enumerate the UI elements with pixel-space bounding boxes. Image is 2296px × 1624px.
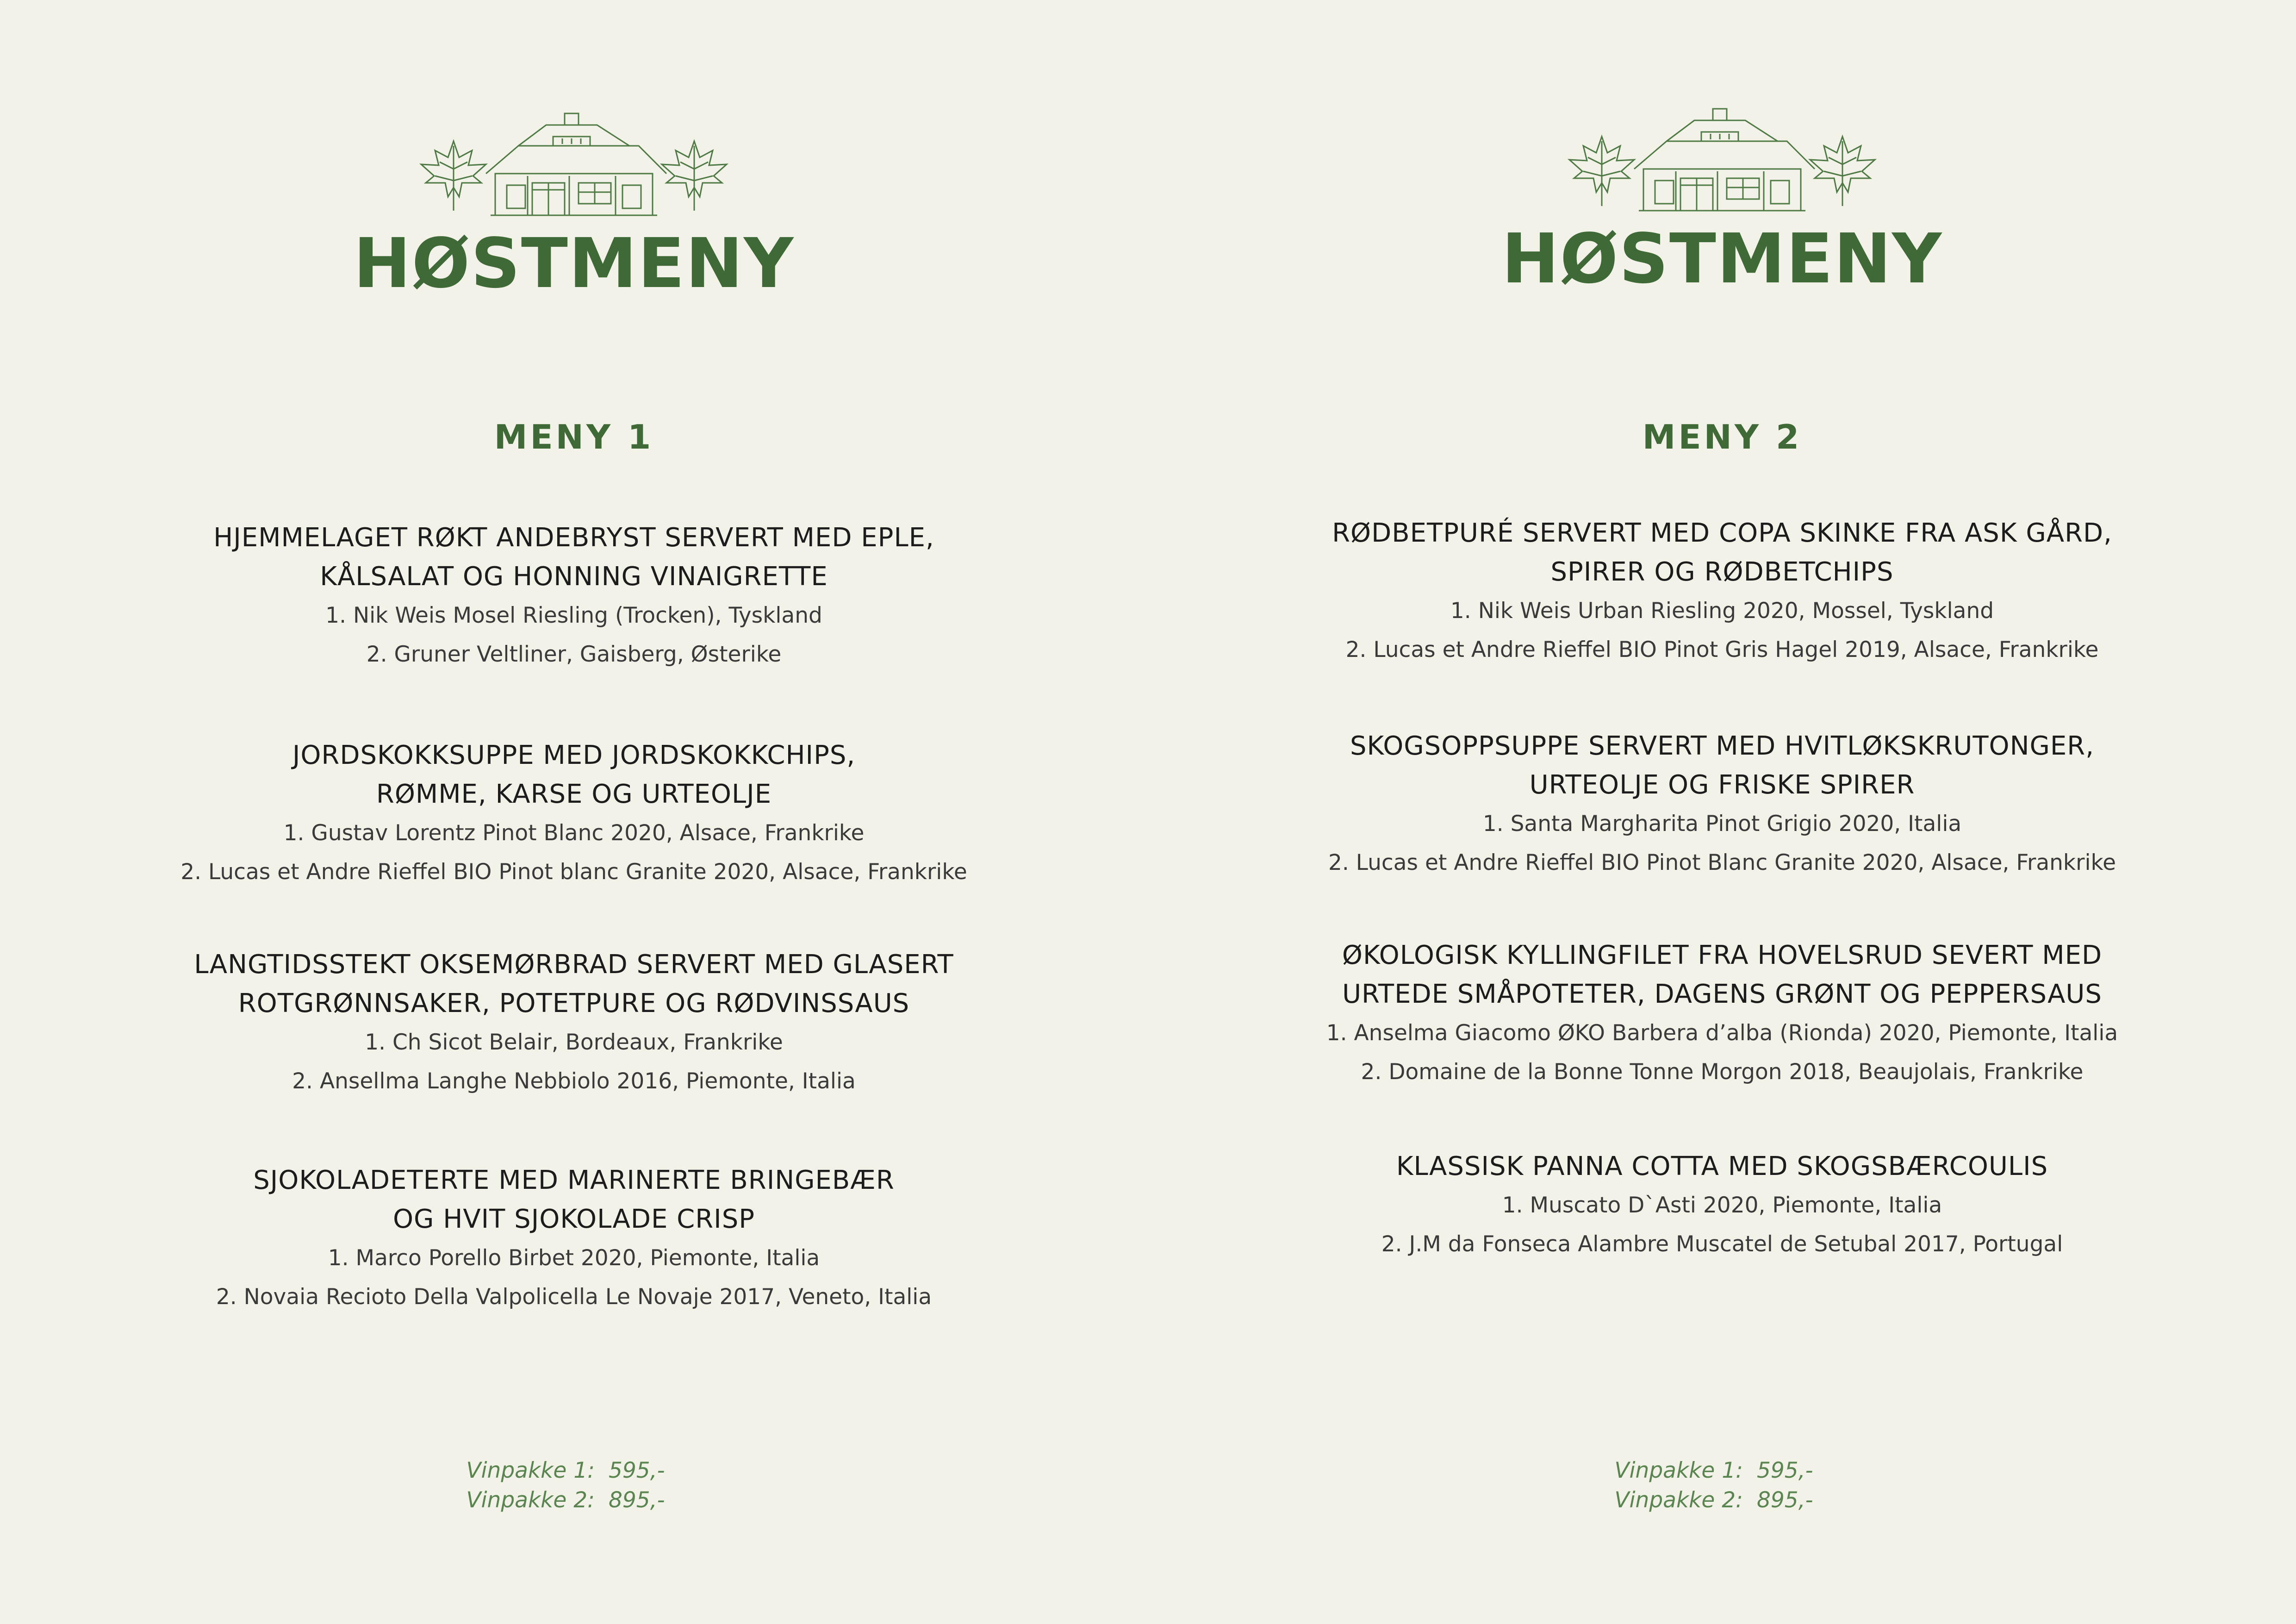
dish-line: SPIRER OG RØDBETCHIPS [1550, 557, 1894, 587]
course [1148, 936, 2296, 1092]
dish-line: ROTGRØNNSAKER, POTETPURE OG RØDVINSSAUS [238, 988, 910, 1018]
wine-pairing: 1. Nik Weis Urban Riesling 2020, Mossel, Tyskland [1450, 598, 1994, 624]
dish-line: SJOKOLADETERTE MED MARINERTE BRINGEBÆR [253, 1165, 895, 1195]
wine-pairing: 2. Ansellma Langhe Nebbiolo 2016, Piemonte, Italia [292, 1068, 856, 1094]
wine-pairing: 1. Anselma Giacomo ØKO Barbera d’alba (Rionda) 2020, Piemonte, Italia [1326, 1020, 2118, 1046]
house-emblem-icon [380, 104, 768, 225]
menu-label: MENY 1 [494, 418, 654, 456]
wine-package [1148, 1456, 2296, 1486]
wine-pairing: 1. Santa Margharita Pinot Grigio 2020, Italia [1482, 811, 1962, 837]
course [0, 1161, 1148, 1317]
wine-pairing: 1. Marco Porello Birbet 2020, Piemonte, Italia [328, 1245, 820, 1271]
course [1148, 514, 2296, 669]
course [1148, 727, 2296, 882]
wine-packages [0, 1456, 1148, 1515]
dish-line: KLASSISK PANNA COTTA MED SKOGSBÆRCOULIS [1396, 1151, 2048, 1181]
wine-package [0, 1456, 1148, 1486]
package-price: 895,- [1757, 1487, 1813, 1513]
menu-label: MENY 2 [1642, 418, 1802, 456]
package-name: Vinpakke 2: [466, 1487, 595, 1513]
course [0, 736, 1148, 892]
wine-pairing: 2. Domaine de la Bonne Tonne Morgon 2018, Beaujolais, Frankrike [1361, 1059, 2084, 1085]
dish-line: OG HVIT SJOKOLADE CRISP [392, 1204, 755, 1234]
package-name: Vinpakke 2: [1614, 1487, 1743, 1513]
dish-line: URTEOLJE OG FRISKE SPIRER [1529, 770, 1915, 800]
menu-panel-2 [1148, 0, 2296, 1624]
wine-package [0, 1486, 1148, 1515]
page-title: HØSTMENY [1501, 219, 1943, 299]
dish-line: URTEDE SMÅPOTETER, DAGENS GRØNT OG PEPPERSAUS [1342, 979, 2102, 1009]
wine-pairing: 2. Lucas et Andre Rieffel BIO Pinot Gris Hagel 2019, Alsace, Frankrike [1345, 637, 2099, 662]
wine-pairing: 2. Lucas et Andre Rieffel BIO Pinot blanc Granite 2020, Alsace, Frankrike [180, 859, 967, 885]
wine-pairing: 1. Ch Sicot Belair, Bordeaux, Frankrike [365, 1030, 783, 1055]
house-icon [1634, 109, 1815, 211]
course [1148, 1147, 2296, 1264]
maple-leaf-icon [1810, 137, 1875, 206]
wine-pairing: 2. Lucas et Andre Rieffel BIO Pinot Blanc Granite 2020, Alsace, Frankrike [1328, 850, 2116, 875]
dish-line: RØMME, KARSE OG URTEOLJE [376, 779, 772, 809]
course [0, 945, 1148, 1101]
package-price: 595,- [609, 1458, 665, 1483]
dish-line: ØKOLOGISK KYLLINGFILET FRA HOVELSRUD SEVERT MED [1342, 940, 2103, 970]
dish-line: RØDBETPURÉ SERVERT MED COPA SKINKE FRA ASK GÅRD, [1332, 518, 2112, 548]
wine-packages [1148, 1456, 2296, 1515]
dish-line: LANGTIDSSTEKT OKSEMØRBRAD SERVERT MED GLASERT [194, 949, 954, 980]
package-name: Vinpakke 1: [466, 1458, 595, 1483]
package-name: Vinpakke 1: [1614, 1458, 1743, 1483]
wine-pairing: 1. Muscato D`Asti 2020, Piemonte, Italia [1502, 1193, 1942, 1218]
house-emblem-icon [1528, 100, 1916, 220]
wine-pairing: 2. Gruner Veltliner, Gaisberg, Østerike [366, 642, 782, 667]
maple-leaf-icon [1569, 137, 1634, 206]
wine-pairing: 1. Nik Weis Mosel Riesling (Trocken), Tyskland [325, 603, 822, 628]
course [0, 518, 1148, 674]
wine-pairing: 2. Novaia Recioto Della Valpolicella Le Novaje 2017, Veneto, Italia [216, 1284, 932, 1310]
maple-leaf-icon [421, 141, 486, 211]
dish-line: SKOGSOPPSUPPE SERVERT MED HVITLØKSKRUTONGER, [1350, 731, 2094, 761]
page-title: HØSTMENY [353, 224, 795, 303]
package-price: 895,- [609, 1487, 665, 1513]
dish-line: KÅLSALAT OG HONNING VINAIGRETTE [320, 562, 828, 592]
dish-line: HJEMMELAGET RØKT ANDEBRYST SERVERT MED EPLE, [213, 523, 934, 553]
dish-line: JORDSKOKKSUPPE MED JORDSKOKKCHIPS, [292, 740, 856, 770]
house-icon [486, 113, 666, 215]
wine-pairing: 1. Gustav Lorentz Pinot Blanc 2020, Alsace, Frankrike [283, 820, 865, 846]
wine-package [1148, 1486, 2296, 1515]
package-price: 595,- [1757, 1458, 1813, 1483]
wine-pairing: 2. J.M da Fonseca Alambre Muscatel de Setubal 2017, Portugal [1381, 1231, 2063, 1257]
maple-leaf-icon [662, 141, 727, 211]
